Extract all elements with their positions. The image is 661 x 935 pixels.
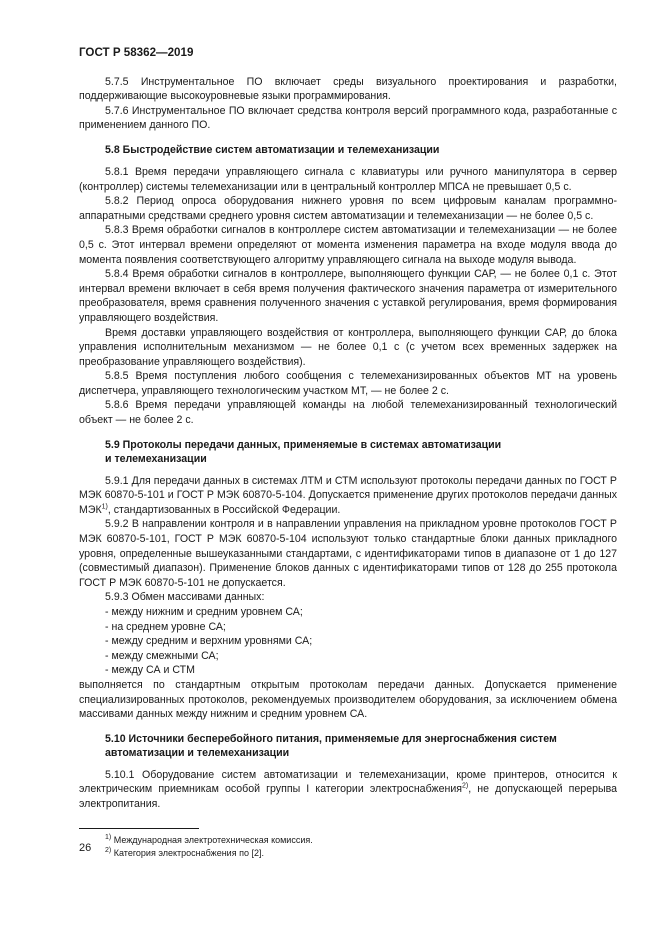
paragraph-5-8-1: 5.8.1 Время передачи управляющего сигнала с клавиатуры или ручного манипулятора в сервер (контроллер) системы телемеханизации или в центральный контроллер МПСА не превышает 0,5 с.	[79, 165, 617, 193]
page-number: 26	[79, 842, 92, 854]
footnote-mark: 2)	[105, 846, 112, 854]
paragraph-5-8-4: 5.8.4 Время обработки сигналов в контроллере, выполняющего функции САР, — не более 0,1 с. Этот интервал времени включает в себя время получения фактического значения параметра от измерительного преобразователя, время сравнения полученного значения с уставкой регулирования, время формирования управляющего воздействия.	[79, 268, 617, 324]
footnote-1	[79, 834, 617, 847]
paragraph-5-9-3-tail: выполняется по стандартным открытым протоколам передачи данных. Допускается применение специализированных протоколов, рекомендуемых производителем оборудования, за исключением обмена массивами данных между нижним и средним уровнем СА.	[79, 678, 617, 721]
list-item: - на среднем уровне СА;	[105, 620, 617, 635]
paragraph-5-9-1	[79, 474, 617, 518]
section-title-5-9	[105, 438, 617, 466]
list-item: - между нижним и средним уровнем СА;	[105, 605, 617, 620]
paragraph-5-7-6: 5.7.6 Инструментальное ПО включает средства контроля версий программного кода, разработанные с применением данного ПО.	[79, 104, 617, 132]
footnote-2	[79, 847, 617, 860]
footnote-mark: 1)	[105, 833, 112, 841]
list-item: - между средним и верхним уровнями СА;	[105, 634, 617, 649]
paragraph-5-8-4-continued: Время доставки управляющего воздействия от контроллера, выполняющего функции САР, до блока управления исполнительным механизмом — не более 0,1 с (с учетом всех временных задержек на преобразование управляющего воздействия).	[79, 326, 617, 368]
paragraph-5-9-1-text: 5.9.1 Для передачи данных в системах ЛТМ и СТМ используют протоколы передачи данных по ГОСТ Р МЭК 60870-5-101 и ГОСТ Р МЭК 60870-5-104. Допускается применение других протоколов передачи данных МЭК	[79, 474, 617, 516]
document-page	[79, 46, 617, 860]
section-title-5-10-line2: автоматизации и телемеханизации	[105, 746, 290, 759]
section-title-5-10-line1: 5.10 Источники бесперебойного питания, применяемые для энергоснабжения систем	[105, 732, 557, 745]
paragraph-5-10-1-text: 5.10.1 Оборудование систем автоматизации и телемеханизации, кроме принтеров, относится к электрическим приемникам особой группы I категории электроснабжения	[79, 768, 617, 796]
section-title-5-10	[105, 732, 617, 760]
paragraph-5-9-1-tail: , стандартизованных в Российской Федерации.	[107, 503, 341, 516]
paragraph-5-8-3: 5.8.3 Время обработки сигналов в контроллере систем автоматизации и телемеханизации — не более 0,5 с. Этот интервал времени определяют от момента изменения параметра на входе модуля ввода до момента появления соответствующего алгоритму управляющего сигнала на выходе модуля вывода.	[79, 224, 617, 266]
list-item: - между смежными СА;	[105, 649, 617, 664]
paragraph-5-10-1	[79, 768, 617, 812]
paragraph-5-9-2: 5.9.2 В направлении контроля и в направлении управления на прикладном уровне протоколов ГОСТ Р МЭК 60870-5-101, ГОСТ Р МЭК 60870-5-104 используют только стандартные блоки данных прикладного уровня, определенные вышеуказанными стандартами, с идентификаторами типов в диапазоне от 1 до 127 (совместимый диапазон). Применение блоков данных с идентификаторами типов от 128 до 255 протокола ГОСТ Р МЭК 60870-5-101 не допускается.	[79, 518, 617, 589]
paragraph-5-9-3: 5.9.3 Обмен массивами данных:	[105, 591, 265, 604]
paragraph-5-7-5: 5.7.5 Инструментальное ПО включает среды визуального проектирования и разработки, поддерживающие высокоуровневые языки программирования.	[79, 75, 617, 103]
paragraph-5-8-6: 5.8.6 Время передачи управляющей команды на любой телемеханизированный технологический объект — не более 2 с.	[79, 399, 617, 427]
exchange-list	[79, 605, 617, 678]
footnote-text: Международная электротехническая комиссия.	[113, 834, 313, 845]
document-header: ГОСТ Р 58362—2019	[79, 46, 194, 59]
paragraph-5-10-1-tail: , не допускающей перерыва электропитания.	[79, 783, 617, 810]
footnote-ref-2: 2)	[462, 782, 469, 790]
footnote-text: Категория электроснабжения по [2].	[113, 847, 264, 858]
section-title-5-9-line1: 5.9 Протоколы передачи данных, применяемые в системах автоматизации	[105, 438, 502, 451]
section-title-5-9-line2: и телемеханизации	[105, 452, 207, 465]
section-title-5-8: 5.8 Быстродействие систем автоматизации и телемеханизации	[105, 143, 440, 156]
paragraph-5-8-2: 5.8.2 Период опроса оборудования нижнего уровня по всем цифровым каналам программно-аппаратными средствами среднего уровня систем автоматизации и телемеханизации — не более 0,5 с.	[79, 195, 617, 222]
footnote-ref-1: 1)	[101, 503, 108, 511]
paragraph-5-8-5: 5.8.5 Время поступления любого сообщения с телемеханизированных объектов МТ на уровень диспетчера, управляющего технологическим участком МТ, — не более 2 с.	[79, 370, 617, 397]
list-item: - между СА и СТМ	[105, 663, 617, 678]
footnotes	[79, 828, 617, 860]
footnote-divider	[79, 828, 199, 829]
